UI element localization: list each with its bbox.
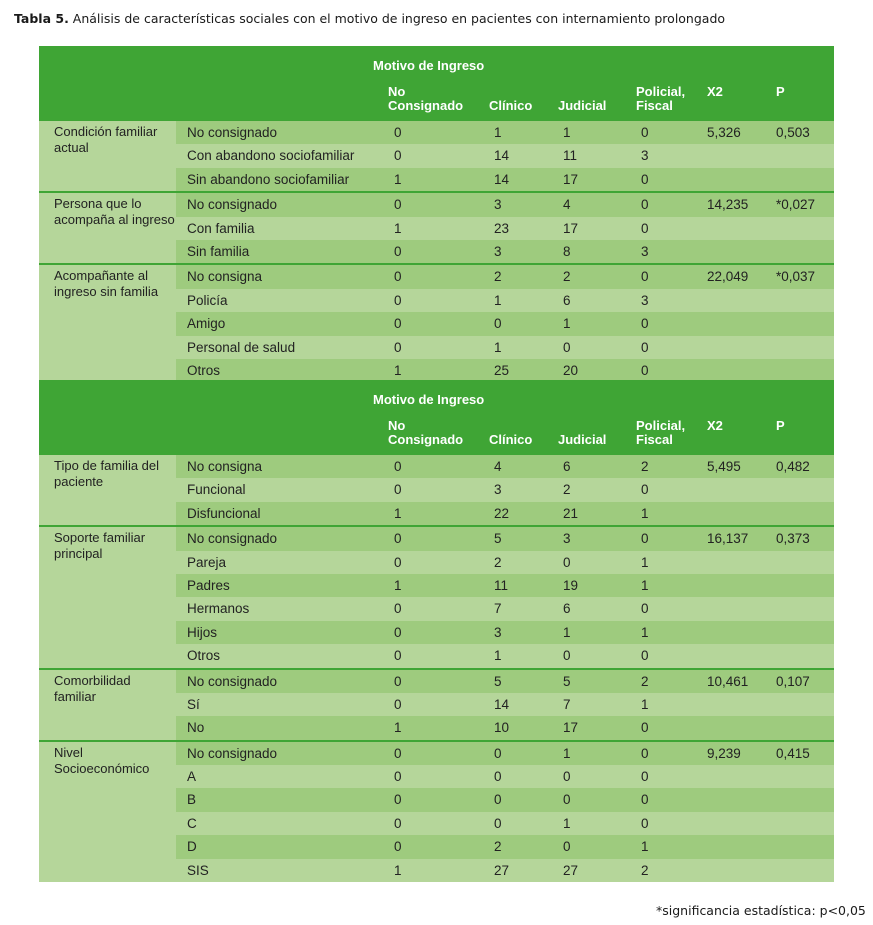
cell-value: 0 xyxy=(394,125,402,140)
p-value: 0,107 xyxy=(776,673,810,689)
cell-value: 14 xyxy=(494,148,510,164)
cell-value: 0 xyxy=(563,339,571,355)
footnote: *significancia estadística: p<0,05 xyxy=(656,903,866,918)
table-header xyxy=(39,380,834,455)
cell-value: 17 xyxy=(563,220,579,236)
row-category: No consignado xyxy=(187,531,278,547)
cell-value: 3 xyxy=(563,531,571,547)
cell-value: 1 xyxy=(641,839,649,855)
table-part-1 xyxy=(39,46,834,382)
table-row xyxy=(39,551,834,574)
p-value: 0,482 xyxy=(776,459,810,474)
table-row xyxy=(39,716,834,739)
cell-value: 0 xyxy=(641,531,649,547)
row-category: Otros xyxy=(187,648,221,664)
row-cells xyxy=(176,812,834,835)
cell-value: 0 xyxy=(494,792,502,808)
row-category: No consignado xyxy=(187,125,278,140)
row-cells xyxy=(176,742,834,765)
col-header-line: No xyxy=(388,418,406,433)
row-cells xyxy=(176,193,834,216)
table-row xyxy=(39,121,834,144)
cell-value: 22 xyxy=(494,505,510,521)
cell-value: 0 xyxy=(641,197,649,213)
row-cells xyxy=(176,644,834,667)
cell-value: 0 xyxy=(641,769,649,785)
table-row xyxy=(39,193,834,216)
chi-square-value: 16,137 xyxy=(707,531,749,547)
row-category: Pareja xyxy=(187,554,227,570)
cell-value: 14 xyxy=(494,171,510,187)
table-row xyxy=(39,240,834,263)
col-header-no-consignado xyxy=(388,419,463,447)
group-label: Soporte familiar principal xyxy=(39,527,176,667)
row-category: Hermanos xyxy=(187,601,250,617)
p-value: *0,037 xyxy=(776,269,816,285)
row-cells xyxy=(176,265,834,288)
row-category: Sin abandono sociofamiliar xyxy=(187,171,350,187)
table-row xyxy=(39,502,834,525)
p-value: 0,503 xyxy=(776,125,810,140)
cell-value: 17 xyxy=(563,720,579,736)
cell-value: 0 xyxy=(394,339,402,355)
col-header-policial-fiscal xyxy=(636,85,685,113)
row-category: Padres xyxy=(187,577,230,593)
cell-value: 0 xyxy=(394,673,402,689)
cell-value: 2 xyxy=(494,554,502,570)
row-category: A xyxy=(187,769,197,785)
row-category: B xyxy=(187,792,197,808)
cell-value: 0 xyxy=(641,339,649,355)
row-category: Con familia xyxy=(187,220,255,236)
table-part-2 xyxy=(39,380,834,882)
row-category: Hijos xyxy=(187,624,218,640)
cell-value: 0 xyxy=(394,839,402,855)
cell-value: 0 xyxy=(394,815,402,831)
cell-value: 6 xyxy=(563,601,571,617)
col-header-clinico: Clínico xyxy=(489,98,533,113)
cell-value: 2 xyxy=(641,459,649,474)
row-cells xyxy=(176,336,834,359)
table-header xyxy=(39,46,834,121)
table-row xyxy=(39,597,834,620)
cell-value: 2 xyxy=(641,862,649,878)
cell-value: 0 xyxy=(641,648,649,664)
col-header-line: Consignado xyxy=(388,432,464,447)
row-category: No xyxy=(187,720,205,736)
cell-value: 17 xyxy=(563,171,579,187)
row-category: Con abandono sociofamiliar xyxy=(187,148,355,164)
table-group xyxy=(39,121,834,191)
row-cells xyxy=(176,859,834,882)
motivo-de-ingreso-heading: Motivo de Ingreso xyxy=(373,392,485,407)
row-category: Amigo xyxy=(187,316,226,332)
cell-value: 6 xyxy=(563,292,571,308)
caption-text: Análisis de características sociales con el motivo de ingreso en pacientes con internamiento prolongado xyxy=(68,11,726,26)
p-value: *0,027 xyxy=(776,197,816,213)
cell-value: 2 xyxy=(494,269,502,285)
group-label: Comorbilidad familiar xyxy=(39,670,176,740)
cell-value: 0 xyxy=(641,815,649,831)
col-header-line: Policial, xyxy=(636,418,686,433)
cell-value: 20 xyxy=(563,362,579,378)
row-cells xyxy=(176,312,834,335)
table-row xyxy=(39,289,834,312)
row-category: No consigna xyxy=(187,459,263,474)
cell-value: 0 xyxy=(563,554,571,570)
chi-square-value: 5,326 xyxy=(707,125,741,140)
cell-value: 1 xyxy=(394,362,402,378)
row-cells xyxy=(176,574,834,597)
col-header-judicial: Judicial xyxy=(558,432,607,447)
row-cells xyxy=(176,716,834,739)
cell-value: 0 xyxy=(494,316,502,332)
col-header-line: Fiscal xyxy=(636,98,673,113)
cell-value: 3 xyxy=(641,292,649,308)
table-row xyxy=(39,312,834,335)
p-value: 0,415 xyxy=(776,745,810,761)
cell-value: 0 xyxy=(641,482,649,498)
cell-value: 0 xyxy=(394,197,402,213)
row-category: Disfuncional xyxy=(187,505,261,521)
col-header-x2: X2 xyxy=(707,418,723,433)
row-cells xyxy=(176,835,834,858)
row-cells xyxy=(176,144,834,167)
table-row xyxy=(39,693,834,716)
cell-value: 1 xyxy=(563,125,571,140)
table-row xyxy=(39,574,834,597)
cell-value: 0 xyxy=(394,648,402,664)
table-group xyxy=(39,740,834,882)
cell-value: 0 xyxy=(394,696,402,712)
table-row xyxy=(39,644,834,667)
row-category: Otros xyxy=(187,362,221,378)
cell-value: 1 xyxy=(641,624,649,640)
cell-value: 10 xyxy=(494,720,510,736)
cell-value: 27 xyxy=(563,862,579,878)
cell-value: 0 xyxy=(641,316,649,332)
cell-value: 19 xyxy=(563,577,579,593)
cell-value: 3 xyxy=(641,243,649,259)
cell-value: 14 xyxy=(494,696,510,712)
cell-value: 0 xyxy=(641,125,649,140)
table-row xyxy=(39,670,834,693)
cell-value: 0 xyxy=(563,792,571,808)
chi-square-value: 22,049 xyxy=(707,269,749,285)
cell-value: 1 xyxy=(494,339,502,355)
table-row xyxy=(39,788,834,811)
col-header-x2: X2 xyxy=(707,84,723,99)
row-cells xyxy=(176,217,834,240)
cell-value: 0 xyxy=(494,745,502,761)
group-label: Nivel Socioeconómico xyxy=(39,742,176,882)
cell-value: 3 xyxy=(641,148,649,164)
cell-value: 0 xyxy=(394,482,402,498)
cell-value: 0 xyxy=(394,624,402,640)
row-cells xyxy=(176,121,834,144)
row-cells xyxy=(176,502,834,525)
row-cells xyxy=(176,289,834,312)
cell-value: 4 xyxy=(563,197,571,213)
cell-value: 0 xyxy=(641,269,649,285)
cell-value: 1 xyxy=(641,505,649,521)
cell-value: 7 xyxy=(494,601,502,617)
table-group xyxy=(39,191,834,263)
cell-value: 0 xyxy=(394,459,402,474)
chi-square-value: 14,235 xyxy=(707,197,749,213)
cell-value: 0 xyxy=(494,815,502,831)
cell-value: 0 xyxy=(394,148,402,164)
table-group xyxy=(39,525,834,667)
cell-value: 0 xyxy=(641,745,649,761)
col-header-p: P xyxy=(776,84,785,99)
cell-value: 1 xyxy=(563,745,571,761)
cell-value: 1 xyxy=(641,696,649,712)
row-cells xyxy=(176,478,834,501)
caption-number: Tabla 5. xyxy=(14,11,69,26)
cell-value: 1 xyxy=(394,505,402,521)
row-cells xyxy=(176,168,834,191)
row-cells xyxy=(176,527,834,550)
row-category: Funcional xyxy=(187,482,246,498)
row-cells xyxy=(176,455,834,478)
group-label: Persona que lo acompaña al ingreso xyxy=(39,193,176,263)
group-label: Tipo de familia del paciente xyxy=(39,455,176,525)
cell-value: 3 xyxy=(494,243,502,259)
row-category: No consignado xyxy=(187,745,278,761)
table-row xyxy=(39,265,834,288)
col-header-line: Consignado xyxy=(388,98,464,113)
table-row xyxy=(39,217,834,240)
table-group xyxy=(39,263,834,382)
cell-value: 1 xyxy=(641,577,649,593)
table-row xyxy=(39,455,834,478)
row-category: Personal de salud xyxy=(187,339,296,355)
cell-value: 1 xyxy=(563,316,571,332)
cell-value: 5 xyxy=(563,673,571,689)
cell-value: 3 xyxy=(494,624,502,640)
row-category: No consignado xyxy=(187,673,278,689)
cell-value: 1 xyxy=(494,292,502,308)
row-cells xyxy=(176,551,834,574)
row-category: C xyxy=(187,815,197,831)
cell-value: 25 xyxy=(494,362,510,378)
cell-value: 3 xyxy=(494,482,502,498)
chi-square-value: 10,461 xyxy=(707,673,749,689)
cell-value: 0 xyxy=(394,531,402,547)
cell-value: 0 xyxy=(394,745,402,761)
table-row xyxy=(39,812,834,835)
chi-square-value: 5,495 xyxy=(707,459,741,474)
cell-value: 0 xyxy=(563,648,571,664)
cell-value: 0 xyxy=(641,220,649,236)
row-category: Policía xyxy=(187,292,228,308)
cell-value: 27 xyxy=(494,862,510,878)
col-header-line: Policial, xyxy=(636,84,686,99)
table-row xyxy=(39,478,834,501)
cell-value: 4 xyxy=(494,459,502,474)
table-row xyxy=(39,835,834,858)
cell-value: 6 xyxy=(563,459,571,474)
table-row xyxy=(39,144,834,167)
table-row xyxy=(39,336,834,359)
table-row xyxy=(39,765,834,788)
cell-value: 1 xyxy=(394,862,402,878)
table-row xyxy=(39,742,834,765)
cell-value: 0 xyxy=(394,292,402,308)
row-cells xyxy=(176,240,834,263)
cell-value: 0 xyxy=(394,769,402,785)
cell-value: 0 xyxy=(641,792,649,808)
row-category: No consigna xyxy=(187,269,263,285)
table-row xyxy=(39,527,834,550)
cell-value: 21 xyxy=(563,505,579,521)
col-header-clinico: Clínico xyxy=(489,432,533,447)
cell-value: 2 xyxy=(494,839,502,855)
cell-value: 1 xyxy=(494,125,502,140)
col-header-policial-fiscal xyxy=(636,419,685,447)
cell-value: 0 xyxy=(641,720,649,736)
cell-value: 11 xyxy=(563,148,578,164)
cell-value: 1 xyxy=(494,648,502,664)
col-header-line: No xyxy=(388,84,406,99)
cell-value: 0 xyxy=(394,601,402,617)
col-header-line: Fiscal xyxy=(636,432,673,447)
table-row xyxy=(39,621,834,644)
cell-value: 0 xyxy=(494,769,502,785)
cell-value: 0 xyxy=(563,839,571,855)
row-cells xyxy=(176,788,834,811)
row-cells xyxy=(176,597,834,620)
row-category: D xyxy=(187,839,197,855)
row-cells xyxy=(176,359,834,382)
cell-value: 1 xyxy=(563,624,571,640)
cell-value: 5 xyxy=(494,673,502,689)
cell-value: 1 xyxy=(394,577,402,593)
cell-value: 0 xyxy=(394,269,402,285)
row-category: SIS xyxy=(187,862,209,878)
row-cells xyxy=(176,693,834,716)
row-category: Sin familia xyxy=(187,243,250,259)
cell-value: 1 xyxy=(394,720,402,736)
table-row xyxy=(39,168,834,191)
table-caption xyxy=(14,11,725,26)
cell-value: 1 xyxy=(641,554,649,570)
cell-value: 8 xyxy=(563,243,571,259)
group-label: Condición familiar actual xyxy=(39,121,176,191)
chi-square-value: 9,239 xyxy=(707,745,741,761)
cell-value: 1 xyxy=(394,171,402,187)
col-header-no-consignado xyxy=(388,85,463,113)
cell-value: 0 xyxy=(641,362,649,378)
cell-value: 0 xyxy=(641,171,649,187)
cell-value: 2 xyxy=(563,269,571,285)
cell-value: 0 xyxy=(563,769,571,785)
table-row xyxy=(39,859,834,882)
row-cells xyxy=(176,670,834,693)
p-value: 0,373 xyxy=(776,531,810,547)
cell-value: 0 xyxy=(394,243,402,259)
cell-value: 3 xyxy=(494,197,502,213)
col-header-judicial: Judicial xyxy=(558,98,607,113)
row-cells xyxy=(176,765,834,788)
cell-value: 2 xyxy=(641,673,649,689)
cell-value: 1 xyxy=(394,220,402,236)
cell-value: 7 xyxy=(563,696,571,712)
table-group xyxy=(39,668,834,740)
cell-value: 5 xyxy=(494,531,502,547)
row-category: No consignado xyxy=(187,197,278,213)
cell-value: 11 xyxy=(494,577,509,593)
cell-value: 0 xyxy=(641,601,649,617)
table-group xyxy=(39,455,834,525)
cell-value: 0 xyxy=(394,554,402,570)
row-cells xyxy=(176,621,834,644)
cell-value: 0 xyxy=(394,792,402,808)
row-category: Sí xyxy=(187,696,200,712)
motivo-de-ingreso-heading: Motivo de Ingreso xyxy=(373,58,485,73)
table-row xyxy=(39,359,834,382)
cell-value: 23 xyxy=(494,220,510,236)
col-header-p: P xyxy=(776,418,785,433)
cell-value: 2 xyxy=(563,482,571,498)
cell-value: 1 xyxy=(563,815,571,831)
cell-value: 0 xyxy=(394,316,402,332)
group-label: Acompañante al ingreso sin familia xyxy=(39,265,176,382)
